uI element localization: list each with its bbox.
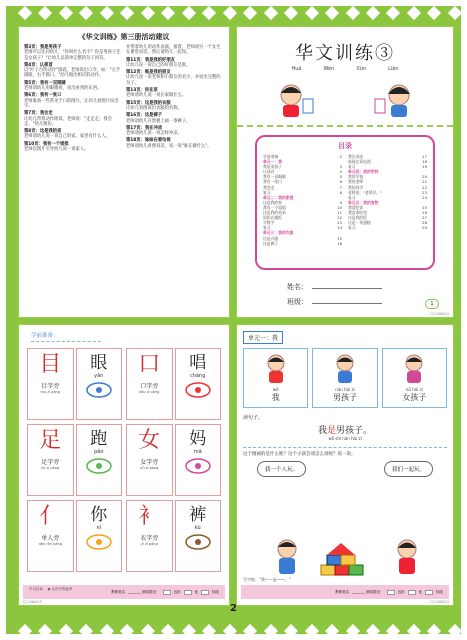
- guide-column-left: [24, 45, 122, 154]
- toc-entry-page: 20: [422, 174, 427, 180]
- toc-entry-page: 12: [337, 215, 342, 221]
- guide-item-heading: 第4页：认部首: [24, 62, 53, 68]
- girl-icon: [183, 457, 213, 475]
- guide-item: [24, 63, 122, 79]
- example-pinyin: kù: [194, 525, 201, 531]
- toc-entry-page: 10: [337, 204, 342, 210]
- toc-entry-page: 29: [422, 225, 427, 231]
- guide-item: [126, 101, 224, 112]
- toc-entry-page: 16: [337, 240, 342, 246]
- guide-item: [24, 93, 122, 109]
- writing-prompt: 写字帖："我——是——。": [243, 577, 291, 582]
- child-icon: [261, 353, 291, 387]
- guide-item: [126, 58, 224, 69]
- rating-label: 待改: [436, 589, 443, 594]
- toc-entry-page: 4: [339, 169, 342, 175]
- guide-item: [24, 45, 122, 61]
- guide-item: [24, 81, 122, 92]
- example-pinyin: yǎn: [94, 373, 104, 379]
- guide-item-text: 老师可以先问幼儿："你叫什么名字？你是男孩子还是女孩子？"让幼儿以简单完整的句子回答。: [24, 50, 121, 61]
- example-char: 跑: [90, 429, 108, 449]
- teacher-sign-label: 教师签名：_______ 测试情况：: [111, 589, 160, 594]
- radical-card: [27, 424, 122, 496]
- word-cell: [175, 424, 222, 496]
- book-title: 华文训练③: [295, 43, 395, 64]
- toc-entry-title: 这是裤子: [263, 240, 279, 246]
- guide-item: [24, 142, 122, 153]
- guide-item-heading: 第6页：我有一张口: [24, 93, 62, 99]
- radical-char: 衤: [138, 504, 161, 529]
- diamond-ornament: [120, 624, 134, 638]
- speech-bubble-alone: 我一个人玩。: [257, 461, 306, 477]
- diamond-ornament: [38, 6, 52, 20]
- toc-entry-page: 13: [337, 220, 342, 226]
- page-code: CC-HWXL3: [430, 312, 449, 316]
- toc-entry-title: 我爱吃饭: [348, 204, 364, 210]
- vocab-figure: [312, 348, 377, 408]
- teacher-sign-label: 教师签名：_______ 测试情况：: [335, 589, 384, 594]
- toc-entry-title: 这是一块蛋糕: [348, 220, 371, 226]
- diamond-ornament: [345, 624, 359, 638]
- learning-goal: 学习目标： ◆ 认识字的偏旁: [29, 587, 73, 591]
- radical-pinyin: yī zì páng: [140, 542, 158, 546]
- class-field[interactable]: [312, 303, 382, 304]
- diamond-ornament: [223, 6, 237, 20]
- toc-entry: [263, 241, 342, 246]
- radical-pinyin: kǒu zì páng: [139, 390, 160, 394]
- guide-title: 《华文训练》第三册活动建议: [78, 33, 170, 41]
- toc-entry-title: 我会走: [263, 184, 275, 190]
- top-diamond-border: [20, 6, 460, 20]
- toc-entry-page: 17: [422, 154, 427, 159]
- radical-pinyin: nǚ zì páng: [140, 466, 159, 470]
- guide-item-text: 让幼儿带着动作朗读，老师说："走走走，我会走。"幼儿模仿。: [24, 116, 112, 127]
- guide-item: [24, 111, 122, 127]
- sentence-word: 我: [317, 426, 327, 436]
- rating-box-1[interactable]: [387, 590, 395, 595]
- radical-name: 口字旁: [140, 383, 159, 390]
- page-code: CC-HWXL3: [23, 600, 42, 604]
- diamond-ornament: [59, 624, 73, 638]
- guide-item-heading: 第13页：你在家: [126, 88, 158, 94]
- guide-item: [126, 126, 224, 137]
- diamond-ornament: [182, 6, 196, 20]
- toc-entry-page: 22: [422, 184, 427, 190]
- radical-card: [126, 348, 221, 420]
- toc-entry-page: 8: [339, 189, 342, 195]
- radical-card-grid: [19, 342, 229, 572]
- radical-char: 亻: [39, 504, 62, 529]
- pinyin-syllable: Xùn: [356, 66, 367, 72]
- toc-entry-page: 19: [422, 164, 427, 170]
- radical-char: 口: [138, 352, 161, 377]
- diamond-ornament: [304, 624, 318, 638]
- pinyin-syllable: Liàn: [388, 66, 399, 72]
- guide-item-heading: 第10页：我有一个姐姐: [24, 141, 69, 147]
- rating-label: 优: [194, 589, 198, 594]
- radical-name: 目字旁: [41, 383, 60, 390]
- diamond-ornament: [79, 624, 93, 638]
- toc-entry-title: 妹妹在看电视: [348, 159, 371, 165]
- boy-icon: [84, 533, 114, 551]
- rating-box-2[interactable]: [408, 590, 416, 595]
- rating-box-1[interactable]: [163, 590, 171, 595]
- vocab-word: 男孩子: [332, 393, 357, 402]
- pants-icon: [183, 533, 213, 551]
- diamond-ornament: [120, 6, 134, 20]
- guide-item-text: 老师请幼儿说一说怎样冲凉。: [126, 131, 182, 137]
- radical-char: 女: [138, 428, 161, 453]
- toc-entry-page: 27: [422, 215, 427, 221]
- toc-entry-title: 单元五：我的食物: [348, 199, 379, 205]
- diamond-ornament: [325, 6, 339, 20]
- guide-item-text: 并带着幼儿用动作表演，接着，老师请另一个女生在课堂说话，然后请幼儿一起说。: [126, 45, 221, 56]
- toc-entry-page: 9: [339, 199, 342, 205]
- guide-item-heading: 第12页：她是我的朋友: [126, 70, 171, 76]
- guide-item-text: 让幼儿说一说老师和小朋友的名字，并说出完整的句子。: [126, 75, 221, 86]
- bottom-diamond-border: [20, 624, 460, 638]
- radical-card: [126, 500, 221, 572]
- question-prompt: 这个图画的是什么呢？这个小孩会请怎么说呢？说一说。: [243, 447, 447, 457]
- example-pinyin: pǎo: [94, 449, 104, 455]
- toc-entry-page: 26: [422, 210, 427, 216]
- toc-entry-page: 28: [422, 220, 427, 226]
- cover-page: [236, 26, 454, 318]
- radical-card: [126, 424, 221, 496]
- toc-entry-title: 我有一张口: [263, 179, 282, 185]
- word-cell: [76, 348, 123, 420]
- toc-entry-title: 我有一个姐姐: [263, 204, 286, 210]
- rating-label: 良好: [173, 589, 181, 594]
- eye-icon: [84, 381, 114, 399]
- word-cell: [175, 348, 222, 420]
- unit-one-page: [236, 324, 454, 606]
- diamond-ornament: [448, 624, 462, 638]
- toc-entry-page: 24: [422, 194, 427, 200]
- radical-cell: [126, 500, 173, 572]
- vocab-word: 我: [271, 393, 280, 402]
- example-char: 你: [90, 505, 108, 525]
- toc-entry-page: 21: [422, 179, 427, 185]
- guide-item: [126, 70, 224, 86]
- guide-item-heading: 第3页：我是男孩子: [24, 45, 62, 50]
- diamond-ornament: [141, 6, 155, 20]
- toc-entry-title: 复习: [263, 189, 271, 195]
- radical-name: 单人旁: [41, 535, 60, 542]
- guide-item-heading: 第17页：我在冲凉: [126, 125, 163, 131]
- toc-entry-title: 复习: [348, 164, 356, 170]
- radical-name: 衣字旁: [140, 535, 159, 542]
- section-heading: 学前准备：: [31, 331, 101, 342]
- sentence-pinyin: wǒ shì nán hái zǐ: [328, 436, 362, 441]
- toc-entry-title: 我有一双眼睛: [263, 174, 286, 180]
- toc-entry-page: 18: [422, 159, 427, 165]
- diamond-ornament: [366, 6, 380, 20]
- diamond-ornament: [264, 6, 278, 20]
- radical-pinyin: dān rén páng: [38, 542, 62, 546]
- diamond-ornament: [79, 6, 93, 20]
- toc-entry-title: 复习: [263, 225, 271, 231]
- radical-cell: [126, 348, 173, 420]
- diamond-ornament: [304, 6, 318, 20]
- guide-item-text: 老师请幼儿看图说话，说一说"谁在做什么"。: [126, 143, 212, 149]
- diamond-ornament: [386, 6, 400, 20]
- cover-header: [237, 27, 453, 127]
- diamond-ornament: [59, 6, 73, 20]
- book-page-number: 2: [230, 603, 237, 614]
- vocab-pinyin: nán hái zi: [335, 387, 355, 392]
- diamond-ornament: [427, 624, 441, 638]
- toc-entry-title: 我的学校: [348, 174, 364, 180]
- model-sentence: [237, 423, 453, 436]
- toc-entry-title: 这是我的饭: [348, 215, 367, 221]
- page-number-badge: 1: [425, 299, 439, 309]
- radical-pinyin: mù zì páng: [40, 390, 60, 394]
- rating-box-3[interactable]: [201, 590, 209, 595]
- diamond-ornament: [141, 624, 155, 638]
- guide-item-heading: 第11页：我是我的好朋友: [126, 57, 175, 63]
- guide-item: [24, 129, 122, 140]
- sentence-keyword: 是: [326, 426, 336, 436]
- guide-item-text: 让幼儿说一说自己的好朋友是谁。: [126, 62, 191, 68]
- toc-title: 目录: [338, 142, 352, 150]
- guide-item-text: 老师请幼儿用眼睛看，说出看到的东西。: [24, 86, 102, 92]
- toc-entry-title: 写数字: [263, 220, 275, 226]
- toc-entry-title: 妈妈在做饭: [263, 215, 282, 221]
- toc-entry-title: 我在冲凉: [348, 154, 364, 159]
- evaluation-bar: [241, 585, 449, 599]
- diamond-ornament: [18, 6, 32, 20]
- toc-entry-title: 单元四：我的学校: [348, 169, 379, 175]
- radical-pinyin: zú zì páng: [41, 466, 60, 470]
- activity-guide-page: [18, 26, 230, 318]
- evaluation-bar: [23, 585, 225, 599]
- toc-entry-page: 5: [339, 174, 342, 180]
- diamond-ornament: [366, 624, 380, 638]
- toc-column-left: [263, 154, 342, 246]
- cover-kids-illustration: [257, 81, 433, 119]
- vocab-pinyin: wǒ: [272, 387, 279, 392]
- example-char: 唱: [189, 353, 207, 373]
- radical-cell: [27, 348, 74, 420]
- toc-entry-title: 认部首: [263, 169, 275, 175]
- toc-entry-title: 我喜欢吃鱼: [348, 210, 367, 216]
- toc-entry-title: 我的老师: [348, 179, 364, 185]
- word-cell: [175, 500, 222, 572]
- toc-entry-page: 2: [339, 154, 342, 159]
- diamond-ornament: [100, 624, 114, 638]
- diamond-ornament: [100, 6, 114, 20]
- rating-box-2[interactable]: [184, 590, 192, 595]
- toc-entry-page: 23: [422, 189, 427, 195]
- child-icon: [399, 353, 429, 387]
- example-char: 眼: [90, 353, 108, 373]
- foot-icon: [84, 457, 114, 475]
- diamond-ornament: [284, 624, 298, 638]
- radical-card: [27, 348, 122, 420]
- example-char: 妈: [189, 429, 207, 449]
- radical-name: 足字旁: [41, 459, 60, 466]
- example-pinyin: nǐ: [96, 525, 102, 531]
- guide-column-right: [126, 45, 224, 154]
- diamond-ornament: [345, 6, 359, 20]
- guide-item-heading: 第15页：这是我的衣服: [126, 100, 171, 106]
- diamond-ornament: [38, 624, 52, 638]
- guide-item: [126, 138, 224, 149]
- toc-entry-title: 这是衣服: [263, 235, 279, 241]
- diamond-ornament: [448, 6, 462, 20]
- toc-entry-title: 我是男孩子: [263, 164, 282, 170]
- diamond-ornament: [386, 624, 400, 638]
- diamond-ornament: [243, 6, 257, 20]
- class-label: 班级：: [287, 298, 308, 306]
- diamond-ornament: [264, 624, 278, 638]
- guide-item-heading: 第16页：这是裤子: [126, 113, 163, 119]
- mouth-icon: [183, 381, 213, 399]
- radical-card: [27, 500, 122, 572]
- guide-item-text: 老师请幼儿在黑板上画一条裤子。: [126, 118, 191, 124]
- guide-item-text: 以"叶子台阶动作"游戏，老师说出口令，如："左手摸眼，右手摸口。"幼儿做出相应的动作。: [24, 68, 121, 79]
- toc-entry-page: 25: [422, 204, 427, 210]
- guide-item: [126, 113, 224, 124]
- diamond-ornament: [223, 624, 237, 638]
- guide-item-text: 老师准备一些常见于口的图片，让幼儿看图片说出字。: [24, 98, 119, 109]
- blocks-play-illustration: [267, 535, 433, 581]
- diamond-ornament: [18, 624, 32, 638]
- title-pinyin: [237, 66, 453, 72]
- radical-char: 目: [39, 352, 62, 377]
- radical-name: 女字旁: [140, 459, 159, 466]
- toc-entry-page: 6: [339, 179, 342, 185]
- example-pinyin: mā: [193, 449, 202, 455]
- child-icon: [330, 353, 360, 387]
- diamond-ornament: [202, 624, 216, 638]
- guide-item-heading: 第8页：这是我的家: [24, 129, 62, 135]
- toc-entry-title: 复习: [348, 194, 356, 200]
- vocab-pinyin: nǚ hái zi: [405, 387, 423, 392]
- toc-entry-title: 学前准备: [263, 154, 279, 159]
- speech-bubble-together: 我们一起玩。: [384, 461, 433, 477]
- unit-tag: 单元一：我: [243, 331, 283, 344]
- diamond-ornament: [284, 6, 298, 20]
- diamond-ornament: [243, 624, 257, 638]
- guide-item-heading: 第5页：我有一双眼睛: [24, 80, 66, 86]
- diamond-ornament: [182, 624, 196, 638]
- toc-entry-title: 单元一：我: [263, 159, 282, 165]
- reading-label: 读句子。: [243, 415, 264, 421]
- radical-char: 足: [39, 428, 62, 453]
- diamond-ornament: [202, 6, 216, 20]
- example-char: 裤: [189, 505, 207, 525]
- toc-entry-page: 3: [339, 164, 342, 170]
- toc-entry-title: 复习: [348, 225, 356, 231]
- radical-cell: [27, 424, 74, 496]
- example-pinyin: chàng: [190, 373, 206, 379]
- toc-entry-title: 单元三：我的衣服: [263, 230, 294, 236]
- toc-entry-page: 15: [337, 235, 342, 241]
- toc-entry-page: 14: [337, 225, 342, 231]
- guide-item-text: 老师以图片引导幼儿说一说家人。: [24, 147, 89, 153]
- rating-box-3[interactable]: [425, 590, 433, 595]
- toc-entry-title: 这是我的弟弟: [263, 210, 286, 216]
- diamond-ornament: [427, 6, 441, 20]
- table-of-contents: [255, 135, 435, 270]
- diamond-ornament: [407, 6, 421, 20]
- toc-entry-page: 7: [339, 184, 342, 190]
- radicals-page: [18, 324, 230, 606]
- guide-item-heading: 第7页：我会走: [24, 111, 53, 117]
- guide-item-text: 老师请幼儿说一说在家做什么。: [126, 93, 187, 99]
- toc-entry-title: 老师说："老师早。": [348, 189, 382, 195]
- diamond-ornament: [161, 6, 175, 20]
- vocab-word: 女孩子: [402, 393, 427, 402]
- guide-item-text: 老师请幼儿说一说自己的家，家里有什么人。: [24, 134, 110, 140]
- toc-entry-title: 这是我的家: [263, 199, 282, 205]
- rating-label: 良好: [397, 589, 405, 594]
- diamond-ornament: [325, 624, 339, 638]
- rating-label: 优: [418, 589, 422, 594]
- radical-cell: [126, 424, 173, 496]
- toc-entry-page: 11: [337, 210, 342, 216]
- guide-item: [126, 45, 224, 56]
- diamond-ornament: [407, 624, 421, 638]
- toc-entry-title: 我的同学: [348, 184, 364, 190]
- vocab-figure: [382, 348, 447, 408]
- sentence-word: 男孩子。: [336, 426, 373, 436]
- name-label: 姓名：: [287, 283, 308, 291]
- guide-item-heading: 第18页：妹妹在看电视: [126, 138, 171, 144]
- guide-item-text: 让幼儿看图说出衣服的名称。: [126, 105, 182, 111]
- word-cell: [76, 500, 123, 572]
- name-field[interactable]: [312, 288, 382, 289]
- toc-entry-title: 单元二：我的家庭: [263, 194, 294, 200]
- guide-item: [126, 88, 224, 99]
- word-cell: [76, 424, 123, 496]
- pinyin-syllable: Wén: [323, 66, 335, 72]
- rating-label: 待改: [212, 589, 219, 594]
- toc-column-right: [348, 154, 427, 246]
- radical-cell: [27, 500, 74, 572]
- page-code: CC-HWXL3: [430, 600, 449, 604]
- vocab-figures: [237, 344, 453, 408]
- vocab-figure: [243, 348, 308, 408]
- diamond-ornament: [161, 624, 175, 638]
- pinyin-syllable: Huá: [291, 66, 302, 72]
- toc-entry: [348, 225, 427, 230]
